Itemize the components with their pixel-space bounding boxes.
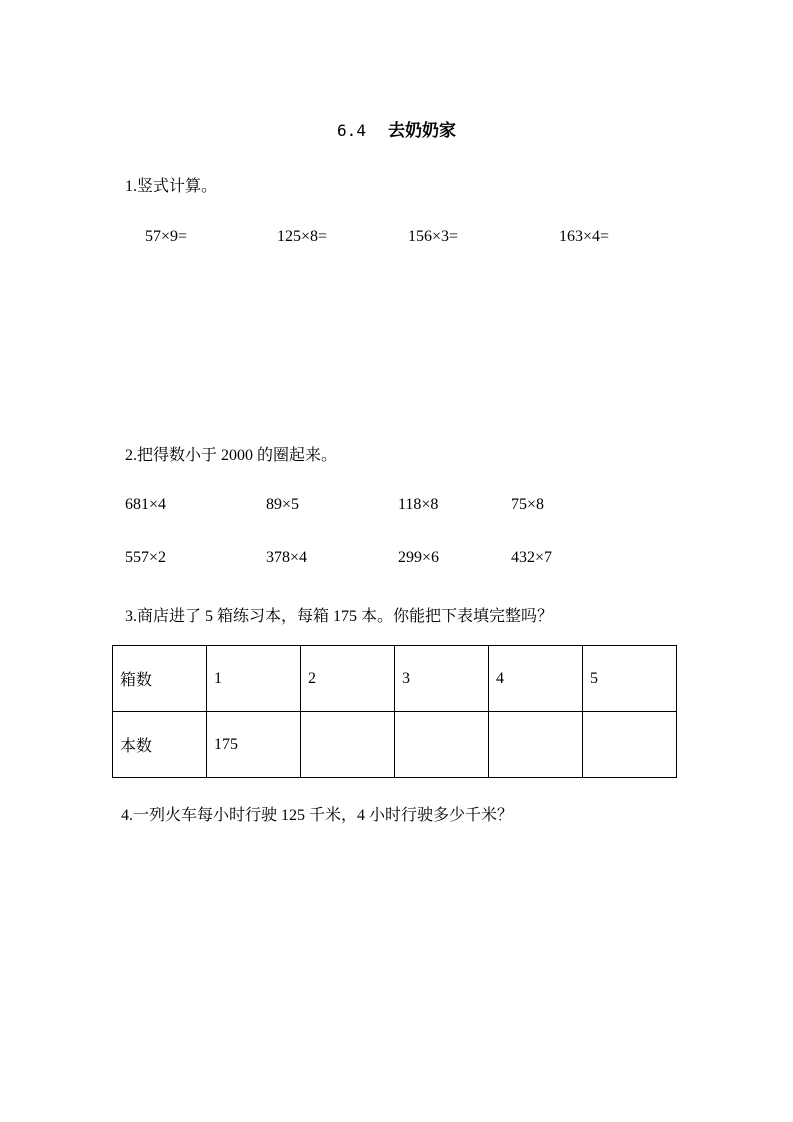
question-text: 的圈起来。	[257, 445, 338, 464]
q2-expression: 432×7	[511, 549, 553, 566]
q2-expression: 681×4	[125, 496, 167, 513]
table-cell: 4	[489, 646, 583, 712]
table-row	[113, 646, 677, 712]
question-text: 箱练习本，每箱	[217, 606, 330, 625]
q1-expression-4: 163×4=	[559, 228, 610, 245]
question-number-value: 5	[205, 608, 214, 625]
question-text: 把得数小于	[137, 445, 218, 464]
table-cell-blank[interactable]	[395, 712, 489, 778]
question-text: 一列火车每小时行驶	[133, 805, 278, 824]
q2-expression: 378×4	[266, 549, 308, 566]
question-number-value: 175	[333, 608, 358, 625]
question-number: 1.	[125, 178, 137, 195]
table-cell: 1	[207, 646, 301, 712]
question-text: 千米，	[309, 805, 358, 824]
question-number: 4.	[121, 807, 133, 824]
q2-expression: 118×8	[398, 496, 439, 513]
q1-expression-1: 57×9=	[145, 228, 188, 245]
question-number-value: 4	[357, 807, 366, 824]
question-4-prompt	[121, 802, 513, 825]
table-cell: 本数	[113, 712, 207, 778]
q1-expression-2: 125×8=	[277, 228, 328, 245]
section-number: 6.4	[337, 121, 366, 140]
question-number-value: 125	[281, 807, 306, 824]
q2-expression: 75×8	[511, 496, 545, 513]
q2-expression: 89×5	[266, 496, 300, 513]
boxes-books-table	[112, 645, 677, 778]
table-row	[113, 712, 677, 778]
question-2-prompt	[125, 442, 337, 465]
table-cell-blank[interactable]	[301, 712, 395, 778]
question-text: 商店进了	[137, 606, 202, 625]
question-text: 竖式计算。	[137, 176, 218, 195]
section-title: 去奶奶家	[387, 121, 456, 141]
table-cell-blank[interactable]	[583, 712, 677, 778]
table-cell: 175	[207, 712, 301, 778]
question-number-value: 2000	[221, 447, 254, 464]
table-cell: 2	[301, 646, 395, 712]
page-title	[0, 116, 793, 141]
question-number: 2.	[125, 447, 137, 464]
table-cell: 箱数	[113, 646, 207, 712]
q2-expression: 557×2	[125, 549, 167, 566]
table-cell: 3	[395, 646, 489, 712]
table-cell-blank[interactable]	[489, 712, 583, 778]
question-3-prompt	[125, 603, 553, 626]
question-number: 3.	[125, 608, 137, 625]
q2-expression: 299×6	[398, 549, 440, 566]
table-cell: 5	[583, 646, 677, 712]
q1-expression-3: 156×3=	[408, 228, 459, 245]
question-1-prompt	[125, 173, 217, 196]
question-text: 本。你能把下表填完整吗？	[361, 606, 554, 625]
question-text: 小时行驶多少千米？	[369, 805, 514, 824]
